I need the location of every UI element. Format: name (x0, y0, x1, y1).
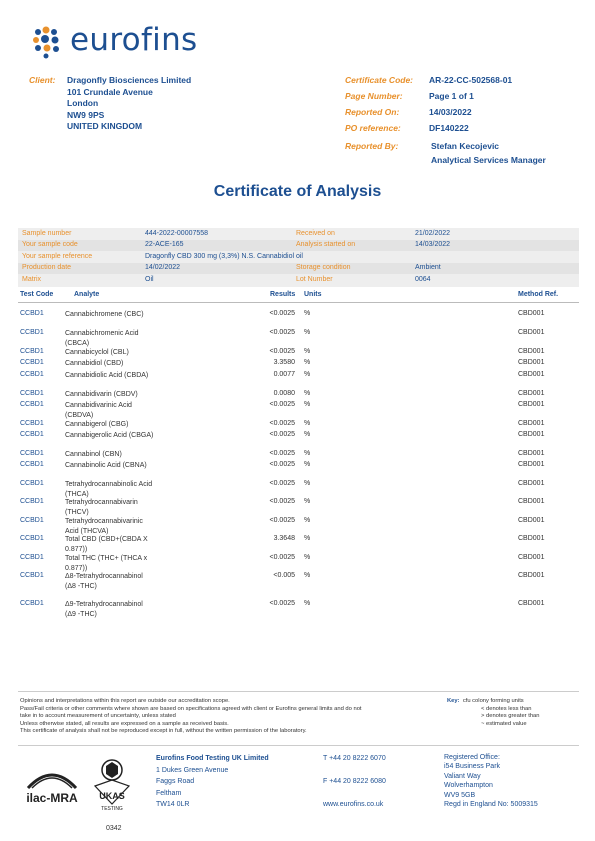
result-unit: % (304, 461, 311, 468)
result-test-code: CCBD1 (20, 535, 44, 542)
sample-value: 14/02/2022 (145, 264, 181, 271)
sample-label: Production date (22, 264, 72, 271)
result-test-code: CCBD1 (20, 450, 44, 457)
reported-by-name: Stefan Kecojevic (431, 141, 500, 151)
key-legend (447, 698, 577, 728)
result-method: CBD001 (518, 480, 545, 487)
result-test-code: CCBD1 (20, 390, 44, 397)
sample-info-table (18, 228, 579, 287)
result-analyte: Cannabidivarin (CBDV) (65, 391, 138, 398)
result-value: <0.0025 (269, 450, 295, 457)
footer-fax: F +44 20 8222 6080 (323, 778, 386, 786)
footer-divider (18, 691, 579, 692)
sample-label: Storage condition (296, 264, 351, 271)
result-value: <0.0025 (269, 461, 295, 468)
result-method: CBD001 (518, 554, 545, 561)
result-method: CBD001 (518, 420, 545, 427)
result-test-code: CCBD1 (20, 420, 44, 427)
result-unit: % (304, 554, 311, 561)
result-method: CBD001 (518, 371, 545, 378)
header-method: Method Ref. (518, 291, 559, 298)
footer-registered-line: i54 Business Park (444, 763, 501, 771)
result-value: <0.0025 (269, 420, 295, 427)
result-test-code: CCBD1 (20, 600, 44, 607)
result-test-code: CCBD1 (20, 461, 44, 468)
footer-website-link[interactable]: www.eurofins.co.uk (323, 801, 384, 809)
result-analyte: Cannabichromene (CBC) (65, 311, 144, 318)
sample-row (18, 263, 579, 275)
footer-address-line: TW14 0LR (156, 801, 190, 809)
result-value: <0.0025 (269, 498, 295, 505)
result-analyte: Cannabigerolic Acid (CBGA) (65, 432, 154, 439)
result-analyte: Total CBD (CBD+(CBDA X 0.877)) (65, 536, 148, 554)
result-method: CBD001 (518, 517, 545, 524)
cert-code-label: Certificate Code: (345, 75, 414, 85)
eurofins-wordmark: eurofins (70, 22, 198, 58)
result-analyte: Tetrahydrocannabivarin (THCV) (65, 499, 138, 517)
footer-address-line: Feltham (156, 789, 182, 797)
footer-contact-block (323, 753, 386, 811)
result-method: CBD001 (518, 461, 545, 468)
sample-label: Analysis started on (296, 241, 356, 248)
reported-by-role: Analytical Services Manager (431, 155, 546, 165)
eurofins-dots-icon (32, 26, 72, 62)
client-label: Client: (29, 75, 56, 85)
result-method: CBD001 (518, 359, 545, 366)
result-unit: % (304, 359, 311, 366)
result-unit: % (304, 517, 311, 524)
result-analyte: Δ8-Tetrahydrocannabinol (Δ8 -THC) (65, 573, 143, 591)
sample-value: 0064 (415, 275, 431, 283)
ukas-subtext: TESTING (101, 806, 123, 812)
result-analyte: Cannabinolic Acid (CBNA) (65, 462, 147, 469)
result-unit: % (304, 420, 311, 427)
result-analyte: Cannabigerol (CBG) (65, 421, 129, 428)
result-unit: % (304, 371, 311, 378)
result-unit: % (304, 431, 311, 438)
result-method: CBD001 (518, 600, 545, 607)
footer-registered-line: Registered Office: (444, 754, 500, 761)
result-analyte: Cannabidiol (CBD) (65, 360, 124, 367)
result-value: <0.0025 (269, 329, 295, 336)
footer-registered-line: Wolverhampton (444, 782, 493, 790)
client-name: Dragonfly Biosciences Limited (67, 75, 192, 85)
result-unit: % (304, 401, 311, 408)
result-test-code: CCBD1 (20, 348, 44, 355)
result-value: <0.0025 (269, 517, 295, 524)
sample-label: Sample number (22, 229, 72, 237)
result-value: <0.0025 (269, 554, 295, 561)
result-unit: % (304, 498, 311, 505)
result-value: <0.0025 (269, 348, 295, 355)
result-method: CBD001 (518, 450, 545, 457)
disclaimer (20, 698, 450, 736)
footer-phone: T +44 20 8222 6070 (323, 755, 386, 762)
header-units: Units (304, 291, 322, 298)
result-analyte: Δ9-Tetrahydrocannabinol (Δ9 -THC) (65, 601, 143, 619)
ukas-logo (90, 758, 135, 814)
result-method: CBD001 (518, 572, 545, 579)
reported-on: 14/03/2022 (429, 107, 472, 117)
disclaimer-line: Opinions and interpretations within this report are outside our accreditation scope. (20, 698, 230, 704)
result-value: <0.0025 (269, 600, 295, 607)
header-analyte: Analyte (74, 291, 100, 298)
result-value: 0.0077 (273, 371, 295, 378)
sample-value: 21/02/2022 (415, 229, 451, 237)
result-method: CBD001 (518, 310, 545, 317)
client-address-line: 101 Crundale Avenue (67, 86, 153, 97)
ilac-text: ilac-MRA (26, 791, 78, 805)
result-test-code: CCBD1 (20, 517, 44, 524)
sample-value: Dragonfly CBD 300 mg (3,3%) N.S. Cannabidiol oil (145, 252, 303, 260)
disclaimer-line: This certificate of analysis shall not be reproduced except in full, without the written permission of the laboratory. (20, 728, 307, 735)
result-analyte: Tetrahydrocannabinolic Acid (THCA) (65, 481, 153, 499)
result-unit: % (304, 480, 311, 487)
sample-value: Ambient (415, 264, 441, 271)
result-test-code: CCBD1 (20, 480, 44, 487)
result-analyte: Cannabidivarinic Acid (CBDVA) (65, 402, 132, 420)
result-analyte: Tetrahydrocannabivarinic Acid (THCVA) (65, 518, 143, 536)
result-analyte: Cannabicyclol (CBL) (65, 349, 129, 356)
footer-registered-line: Regd in England No: 5009315 (444, 801, 538, 809)
result-unit: % (304, 390, 311, 397)
key-label: Key: (447, 698, 460, 704)
result-value: <0.0025 (269, 310, 295, 317)
result-value: <0.0025 (269, 401, 295, 408)
client-address-line: UNITED KINGDOM (67, 121, 143, 131)
page-number-label: Page Number: (345, 91, 403, 101)
ukas-text: UKAS (99, 791, 125, 801)
result-test-code: CCBD1 (20, 401, 44, 408)
result-unit: % (304, 600, 311, 607)
result-method: CBD001 (518, 401, 545, 408)
result-method: CBD001 (518, 329, 545, 336)
sample-value: 444-2022-00007558 (145, 229, 209, 237)
result-value: 3.3580 (273, 359, 295, 366)
result-test-code: CCBD1 (20, 359, 44, 366)
result-method: CBD001 (518, 535, 545, 542)
result-value: <0.005 (273, 572, 295, 579)
sample-row (18, 240, 579, 252)
reported-on-label: Reported On: (345, 107, 400, 117)
footer-registered-line: Valiant Way (444, 772, 481, 780)
result-method: CBD001 (518, 348, 545, 355)
disclaimer-line: Pass/Fail criteria or other comments where shown are based on specifications agreed with client or Eurofins general limits and do not (20, 705, 362, 712)
ukas-cert-number: 0342 (106, 825, 122, 832)
footer-address-line: 1 Dukes Green Avenue (156, 766, 229, 774)
footer-registered-line: WV9 5GB (444, 791, 476, 799)
result-value: 0.0080 (273, 390, 295, 397)
result-unit: % (304, 310, 311, 317)
result-value: <0.0025 (269, 431, 295, 438)
result-value: <0.0025 (269, 480, 295, 487)
result-unit: % (304, 348, 311, 355)
header-test-code: Test Code (20, 291, 54, 298)
result-test-code: CCBD1 (20, 554, 44, 561)
cert-code: AR-22-CC-502568-01 (429, 75, 513, 85)
result-unit: % (304, 535, 311, 542)
header-results: Results (270, 291, 296, 298)
sample-value: 14/03/2022 (415, 241, 451, 248)
client-address-line: London (67, 98, 99, 108)
key-line: > denotes greater than (481, 713, 540, 720)
sample-label: Your sample code (22, 241, 78, 248)
footer-address-line: Faggs Road (156, 778, 195, 786)
disclaimer-line: Unless otherwise stated, all results are expressed on a sample as received basis. (20, 720, 229, 727)
result-analyte: Total THC (THC+ (THCA x 0.877)) (65, 555, 148, 573)
client-block (67, 75, 191, 133)
result-analyte: Cannabichromenic Acid (CBCA) (65, 330, 139, 348)
sample-label: Matrix (22, 275, 42, 283)
sample-row (18, 251, 579, 263)
result-method: CBD001 (518, 390, 545, 397)
result-value: 3.3648 (273, 535, 295, 542)
sample-label: Lot Number (296, 275, 333, 283)
result-test-code: CCBD1 (20, 498, 44, 505)
result-analyte: Cannabinol (CBN) (65, 451, 122, 458)
header-divider (18, 302, 579, 303)
footer-company-block (156, 753, 269, 811)
client-address-line: NW9 9PS (67, 109, 105, 120)
disclaimer-line: take in to account measurement of uncertainty, unless stated (20, 713, 176, 720)
result-unit: % (304, 450, 311, 457)
sample-label: Your sample reference (22, 252, 93, 260)
key-line: < denotes less than (481, 705, 532, 712)
sample-label: Received on (296, 229, 335, 237)
po-reference-label: PO reference: (345, 123, 401, 133)
sample-value: 22-ACE-165 (145, 241, 184, 248)
footer-divider (18, 745, 579, 746)
result-test-code: CCBD1 (20, 371, 44, 378)
footer-company: Eurofins Food Testing UK Limited (156, 755, 269, 762)
po-reference: DF140222 (429, 123, 469, 133)
page-number: Page 1 of 1 (429, 91, 474, 101)
result-test-code: CCBD1 (20, 310, 44, 317)
result-method: CBD001 (518, 431, 545, 438)
result-test-code: CCBD1 (20, 431, 44, 438)
sample-value: Oil (145, 275, 154, 283)
sample-row (18, 228, 579, 240)
result-test-code: CCBD1 (20, 329, 44, 336)
footer-registered-block (444, 753, 538, 809)
key-line: ~ estimated value (481, 720, 527, 727)
result-unit: % (304, 329, 311, 336)
result-method: CBD001 (518, 498, 545, 505)
result-unit: % (304, 572, 311, 579)
key-line: cfu colony forming units (462, 698, 524, 704)
result-test-code: CCBD1 (20, 572, 44, 579)
page-title: Certificate of Analysis (213, 183, 382, 200)
reported-by-label: Reported By: (345, 141, 399, 151)
result-analyte: Cannabidiolic Acid (CBDA) (65, 372, 149, 379)
ilac-mra-logo (20, 758, 84, 814)
sample-row (18, 274, 579, 286)
